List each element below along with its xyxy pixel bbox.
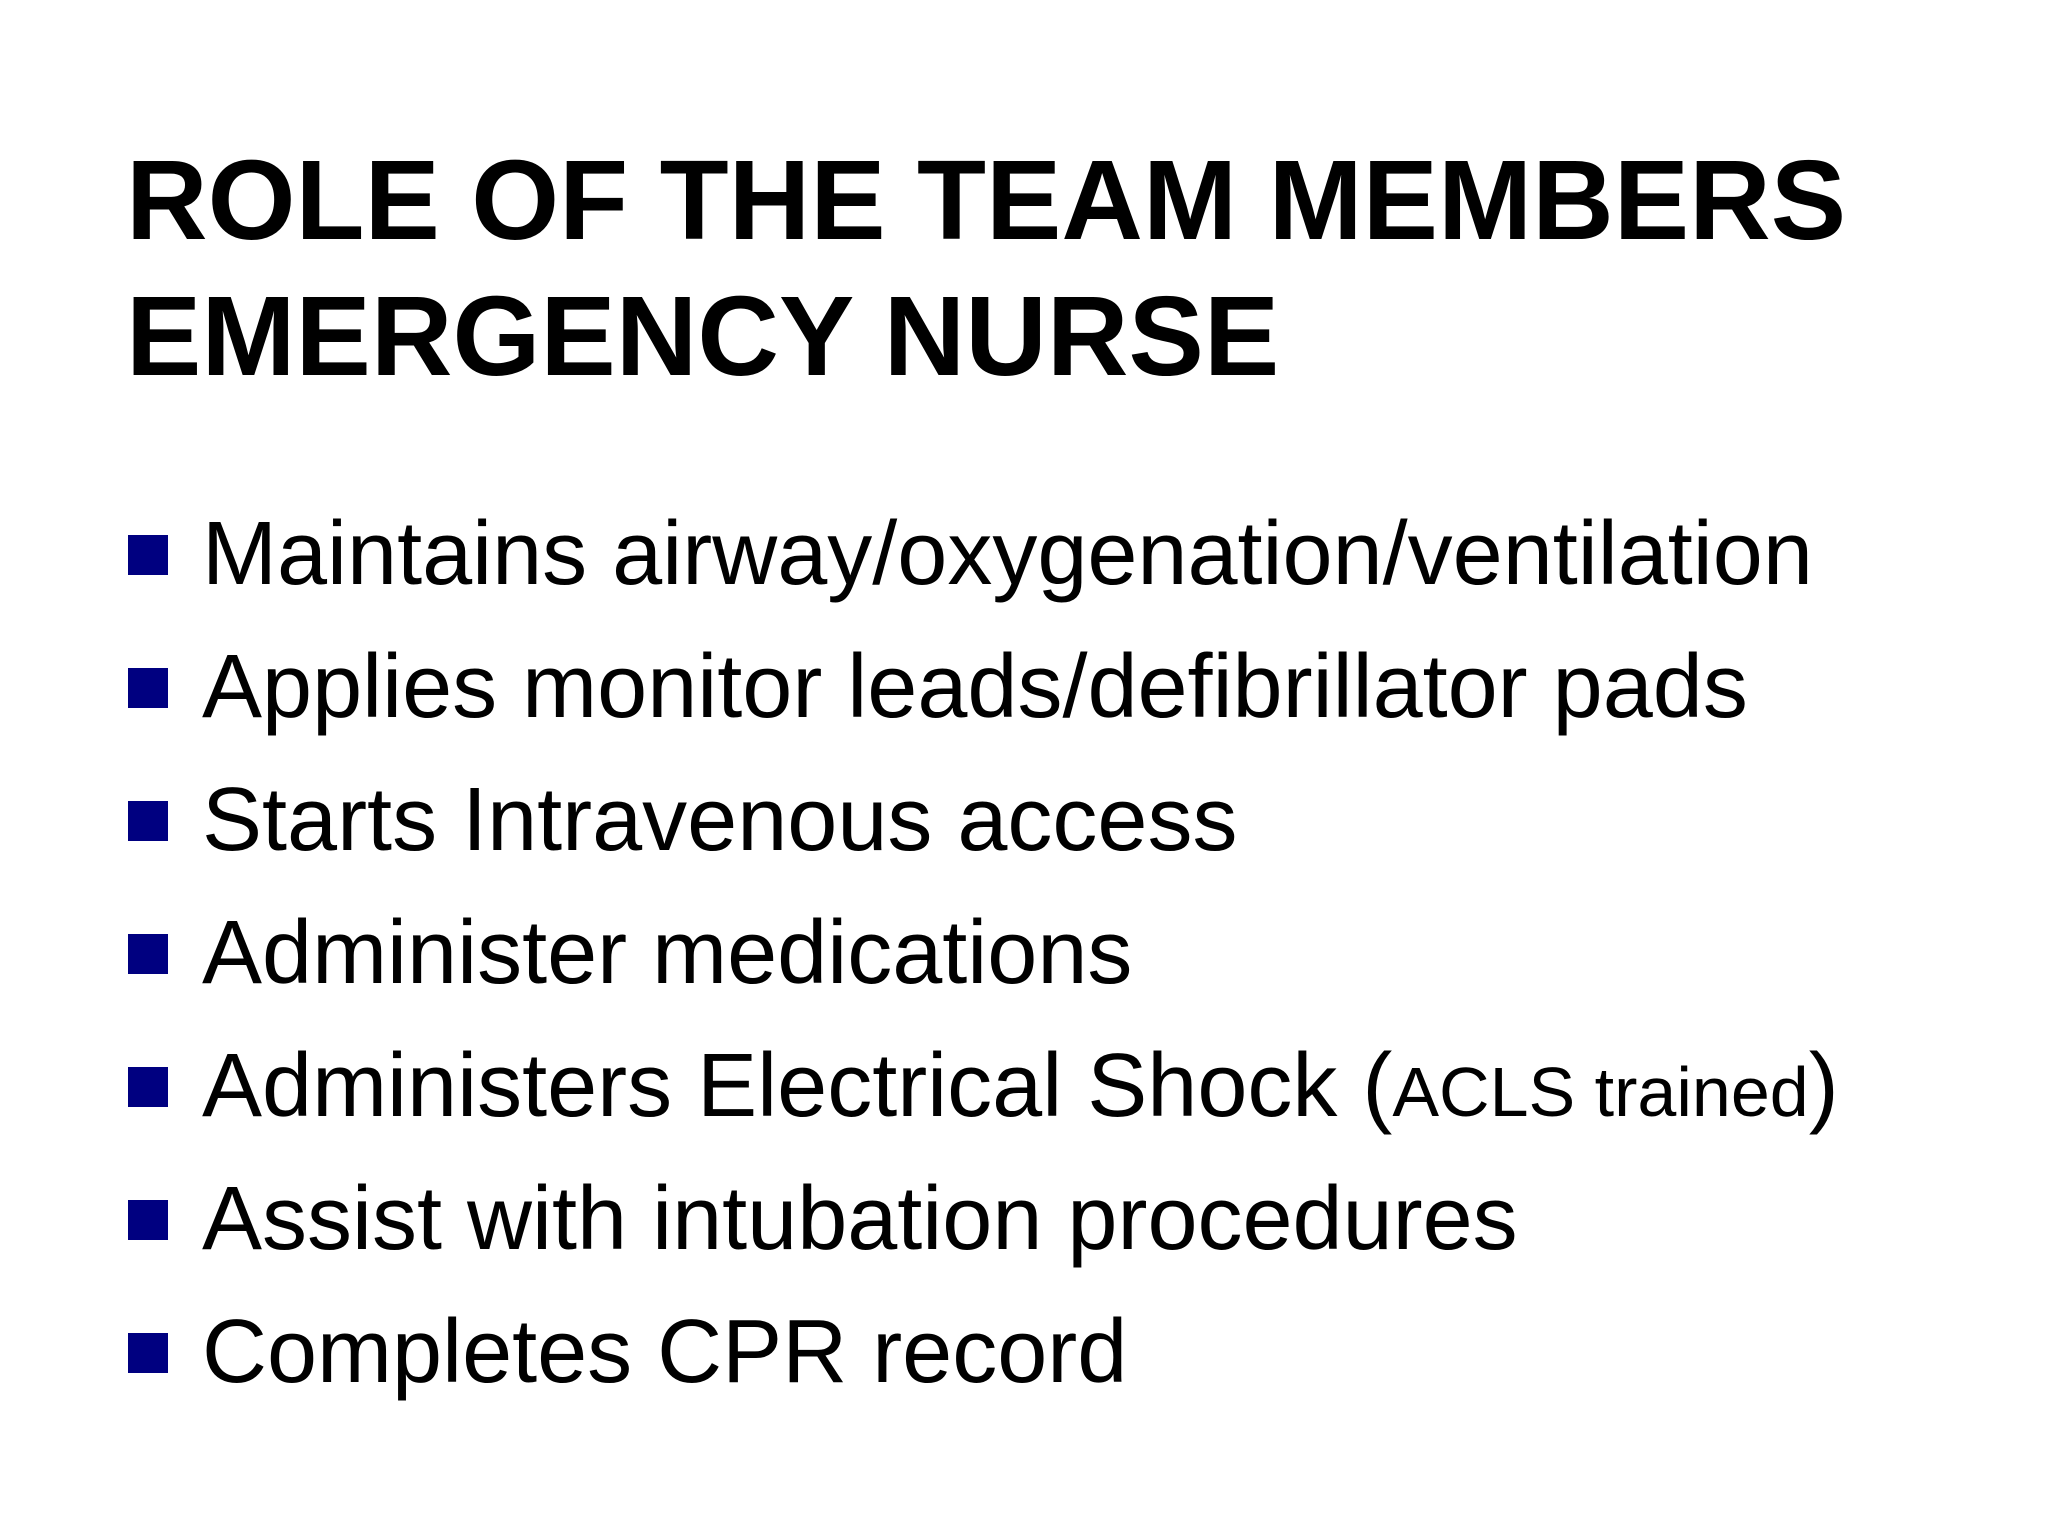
bullet-text-main: Administers Electrical Shock ( [202, 1036, 1393, 1136]
bullet-list [126, 488, 1928, 1419]
bullet-text-composite [202, 1035, 1839, 1138]
square-bullet-icon [128, 1067, 168, 1107]
list-item [126, 1153, 1928, 1286]
title-line-2: EMERGENCY NURSE [126, 273, 1280, 399]
bullet-text: Applies monitor leads/defibrillator pads [202, 637, 1748, 737]
bullet-text-small: ACLS trained [1392, 1053, 1809, 1131]
square-bullet-icon [128, 668, 168, 708]
list-item [126, 887, 1928, 1020]
list-item [126, 621, 1928, 754]
list-item [126, 1020, 1928, 1153]
list-item [126, 1286, 1928, 1419]
bullet-text: Starts Intravenous access [202, 770, 1238, 870]
list-item [126, 488, 1928, 621]
bullet-text: Completes CPR record [202, 1302, 1128, 1402]
bullet-text: Maintains airway/oxygenation/ventilation [202, 504, 1813, 604]
square-bullet-icon [128, 1200, 168, 1240]
square-bullet-icon [128, 1333, 168, 1373]
bullet-text: Administer medications [202, 903, 1133, 1003]
square-bullet-icon [128, 934, 168, 974]
square-bullet-icon [128, 801, 168, 841]
list-item [126, 754, 1928, 887]
slide-title [126, 132, 1928, 404]
square-bullet-icon [128, 535, 168, 575]
bullet-text: Assist with intubation procedures [202, 1169, 1518, 1269]
bullet-text-suffix: ) [1808, 1036, 1839, 1136]
title-line-1: ROLE OF THE TEAM MEMBERS [126, 137, 1847, 263]
